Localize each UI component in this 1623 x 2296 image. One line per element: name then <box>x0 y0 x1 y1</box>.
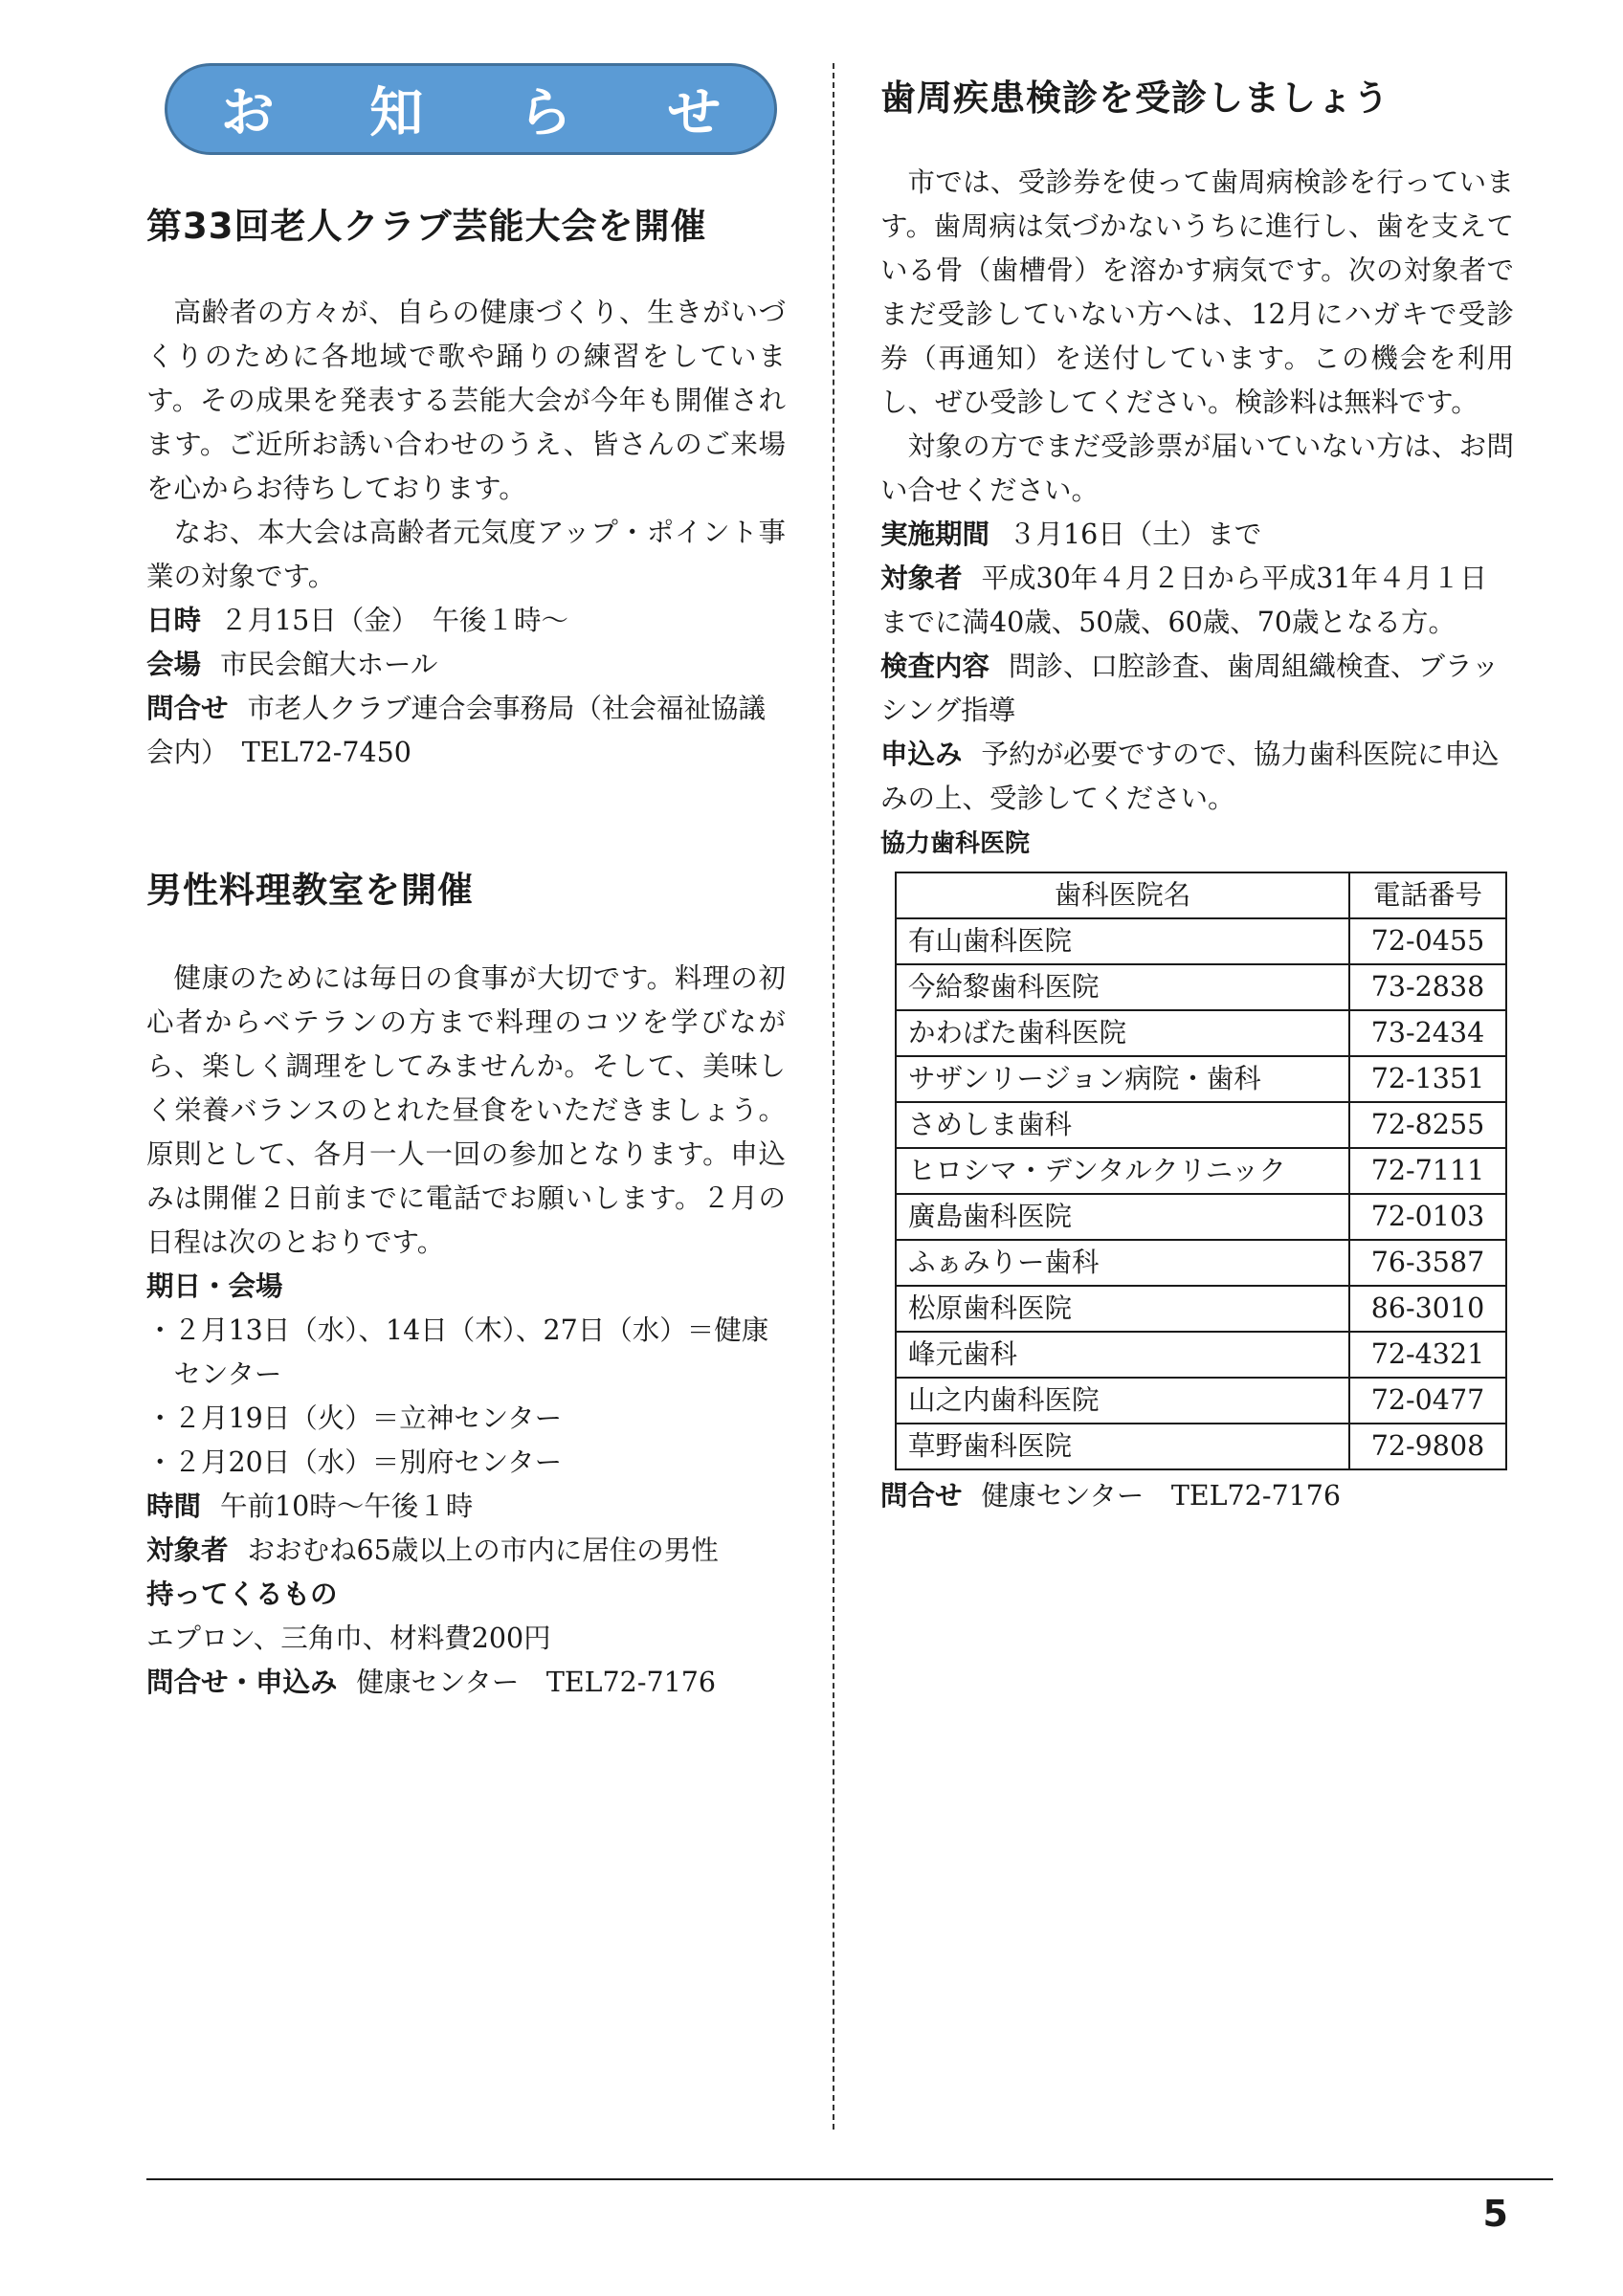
time-label: 時間 <box>146 1490 202 1522</box>
cooking-bring-heading <box>146 1573 786 1617</box>
column-divider <box>833 63 834 2130</box>
clinic-name: 廣島歯科医院 <box>896 1194 1349 1240</box>
column-header-tel: 電話番号 <box>1349 872 1506 918</box>
dental-paragraph-2: 対象の方でまだ受診票が届いていない方は、お問い合せください。 <box>880 430 1514 506</box>
notice-banner <box>165 63 777 155</box>
venue-label: 会場 <box>146 649 202 680</box>
apply-label: 申込み <box>880 739 963 770</box>
club-festival-contact <box>146 687 786 775</box>
bring-value: エプロン、三角巾、材料費200円 <box>146 1623 551 1654</box>
dental-paragraph-1: 市では、受診券を使って歯周病検診を行っています。歯周病は気づかないうちに進行し、歯を支えている骨（歯槽骨）を溶かす病気です。次の対象者でまだ受診していない方へは、12月にハガキで受診券（再通知）を送付しています。この機会を利用し、ぜひ受診してください。検診料は無料です。 <box>880 166 1514 418</box>
dental-checkup-body <box>880 161 1514 1518</box>
table-row <box>896 1240 1506 1286</box>
cooking-target <box>146 1529 786 1573</box>
schedule-item: ・２月20日（水）＝別府センター <box>146 1446 563 1478</box>
dental-period <box>880 513 1514 557</box>
clinic-tel: 76-3587 <box>1349 1240 1506 1286</box>
table-header-row <box>896 872 1506 918</box>
target-value: 平成30年４月２日から平成31年４月１日までに満40歳、50歳、60歳、70歳となる方。 <box>880 563 1487 638</box>
clinic-tel: 72-8255 <box>1349 1102 1506 1148</box>
clinic-tel: 72-7111 <box>1349 1148 1506 1194</box>
cooking-contact <box>146 1661 786 1705</box>
schedule-label: 期日・会場 <box>146 1270 283 1302</box>
contact-label: 問合せ <box>880 1480 963 1512</box>
table-row <box>896 1332 1506 1378</box>
clinic-tel: 72-0477 <box>1349 1378 1506 1424</box>
contact-label: 問合せ・申込み <box>146 1667 338 1698</box>
bring-label: 持ってくるもの <box>146 1578 338 1610</box>
clinic-tel: 73-2838 <box>1349 964 1506 1010</box>
table-row <box>896 1424 1506 1469</box>
exam-value: 問診、口腔診査、歯周組織検査、ブラッシング指導 <box>880 651 1500 726</box>
schedule-item: ・２月13日（水）、14日（木）、27日（水）＝健康センター <box>146 1314 769 1390</box>
cooking-time <box>146 1485 786 1529</box>
clinic-name: 山之内歯科医院 <box>896 1378 1349 1424</box>
contact-value: 市老人クラブ連合会事務局（社会福祉協議会内） TEL72-7450 <box>146 693 766 768</box>
club-festival-title: 第33回老人クラブ芸能大会を開催 <box>146 206 707 247</box>
target-label: 対象者 <box>146 1534 229 1566</box>
clinic-table <box>895 872 1507 1470</box>
table-row <box>896 1194 1506 1240</box>
table-row <box>896 964 1506 1010</box>
clinic-name: 峰元歯科 <box>896 1332 1349 1378</box>
clinic-name: さめしま歯科 <box>896 1102 1349 1148</box>
cooking-class-body <box>146 957 786 1705</box>
table-row <box>896 1378 1506 1424</box>
dental-checkup-title: 歯周疾患検診を受診しましょう <box>880 77 1390 119</box>
apply-value: 予約が必要ですので、協力歯科医院に申込みの上、受診してください。 <box>880 739 1500 814</box>
period-label: 実施期間 <box>880 519 990 550</box>
club-festival-date <box>146 599 786 643</box>
time-value: 午前10時～午後１時 <box>219 1490 474 1522</box>
clinic-tel: 72-4321 <box>1349 1332 1506 1378</box>
table-row <box>896 918 1506 964</box>
club-festival-body <box>146 291 786 775</box>
clinic-name: 草野歯科医院 <box>896 1424 1349 1469</box>
banner-title: お 知 ら せ <box>220 82 760 144</box>
schedule-heading <box>146 1265 786 1309</box>
clinic-name: 有山歯科医院 <box>896 918 1349 964</box>
cooking-class-title: 男性料理教室を開催 <box>146 870 474 911</box>
clinic-name: 松原歯科医院 <box>896 1286 1349 1332</box>
target-value: おおむね65歳以上の市内に居住の男性 <box>247 1534 719 1566</box>
cooking-class-paragraph: 健康のためには毎日の食事が大切です。料理の初心者からベテランの方まで料理のコツを学びながら、楽しく調理をしてみませんか。そして、美味しく栄養バランスのとれた昼食をいただきましょう。原則として、各月一人一回の参加となります。申込みは開催２日前までに電話でお願いします。２月の日程は次のとおりです。 <box>146 962 786 1258</box>
clinics-label: 協力歯科医院 <box>880 829 1031 858</box>
contact-value: 健康センター TEL72-7176 <box>356 1667 716 1698</box>
contact-label: 問合せ <box>146 693 229 724</box>
clinic-tel: 72-1351 <box>1349 1056 1506 1102</box>
clinic-name: サザンリージョン病院・歯科 <box>896 1056 1349 1102</box>
clinic-name: 今給黎歯科医院 <box>896 964 1349 1010</box>
table-row <box>896 1148 1506 1194</box>
clinic-tel: 86-3010 <box>1349 1286 1506 1332</box>
clinic-tel: 72-0455 <box>1349 918 1506 964</box>
schedule-item: ・２月19日（火）＝立神センター <box>146 1402 563 1434</box>
clinic-table-body <box>896 918 1506 1469</box>
dental-contact <box>880 1474 1514 1518</box>
clinic-name: ヒロシマ・デンタルクリニック <box>896 1148 1349 1194</box>
footer-rule <box>146 2178 1553 2180</box>
dental-target <box>880 557 1514 645</box>
clinic-tel: 73-2434 <box>1349 1010 1506 1056</box>
dental-exam <box>880 645 1514 733</box>
table-row <box>896 1102 1506 1148</box>
table-row <box>896 1056 1506 1102</box>
date-value: ２月15日（金） 午後１時～ <box>219 605 568 636</box>
venue-value: 市民会館大ホール <box>219 649 438 680</box>
date-label: 日時 <box>146 605 202 636</box>
table-row <box>896 1010 1506 1056</box>
column-header-name: 歯科医院名 <box>896 872 1349 918</box>
clinic-tel: 72-9808 <box>1349 1424 1506 1469</box>
club-festival-paragraph-2: なお、本大会は高齢者元気度アップ・ポイント事業の対象です。 <box>146 517 786 592</box>
period-value: ３月16日（土）まで <box>1008 519 1262 550</box>
dental-apply <box>880 733 1514 821</box>
clinics-heading <box>880 821 1514 866</box>
clinic-name: ふぁみりー歯科 <box>896 1240 1349 1286</box>
clinic-name: かわばた歯科医院 <box>896 1010 1349 1056</box>
club-festival-paragraph-1: 高齢者の方々が、自らの健康づくり、生きがいづくりのために各地域で歌や踊りの練習をしています。その成果を発表する芸能大会が今年も開催されます。ご近所お誘い合わせのうえ、皆さんのご来場を心からお待ちしております。 <box>146 297 786 504</box>
exam-label: 検査内容 <box>880 651 990 682</box>
contact-value: 健康センター TEL72-7176 <box>981 1480 1341 1512</box>
table-row <box>896 1286 1506 1332</box>
target-label: 対象者 <box>880 563 963 594</box>
page-number: 5 <box>1482 2193 1508 2235</box>
club-festival-venue <box>146 643 786 687</box>
clinic-tel: 72-0103 <box>1349 1194 1506 1240</box>
